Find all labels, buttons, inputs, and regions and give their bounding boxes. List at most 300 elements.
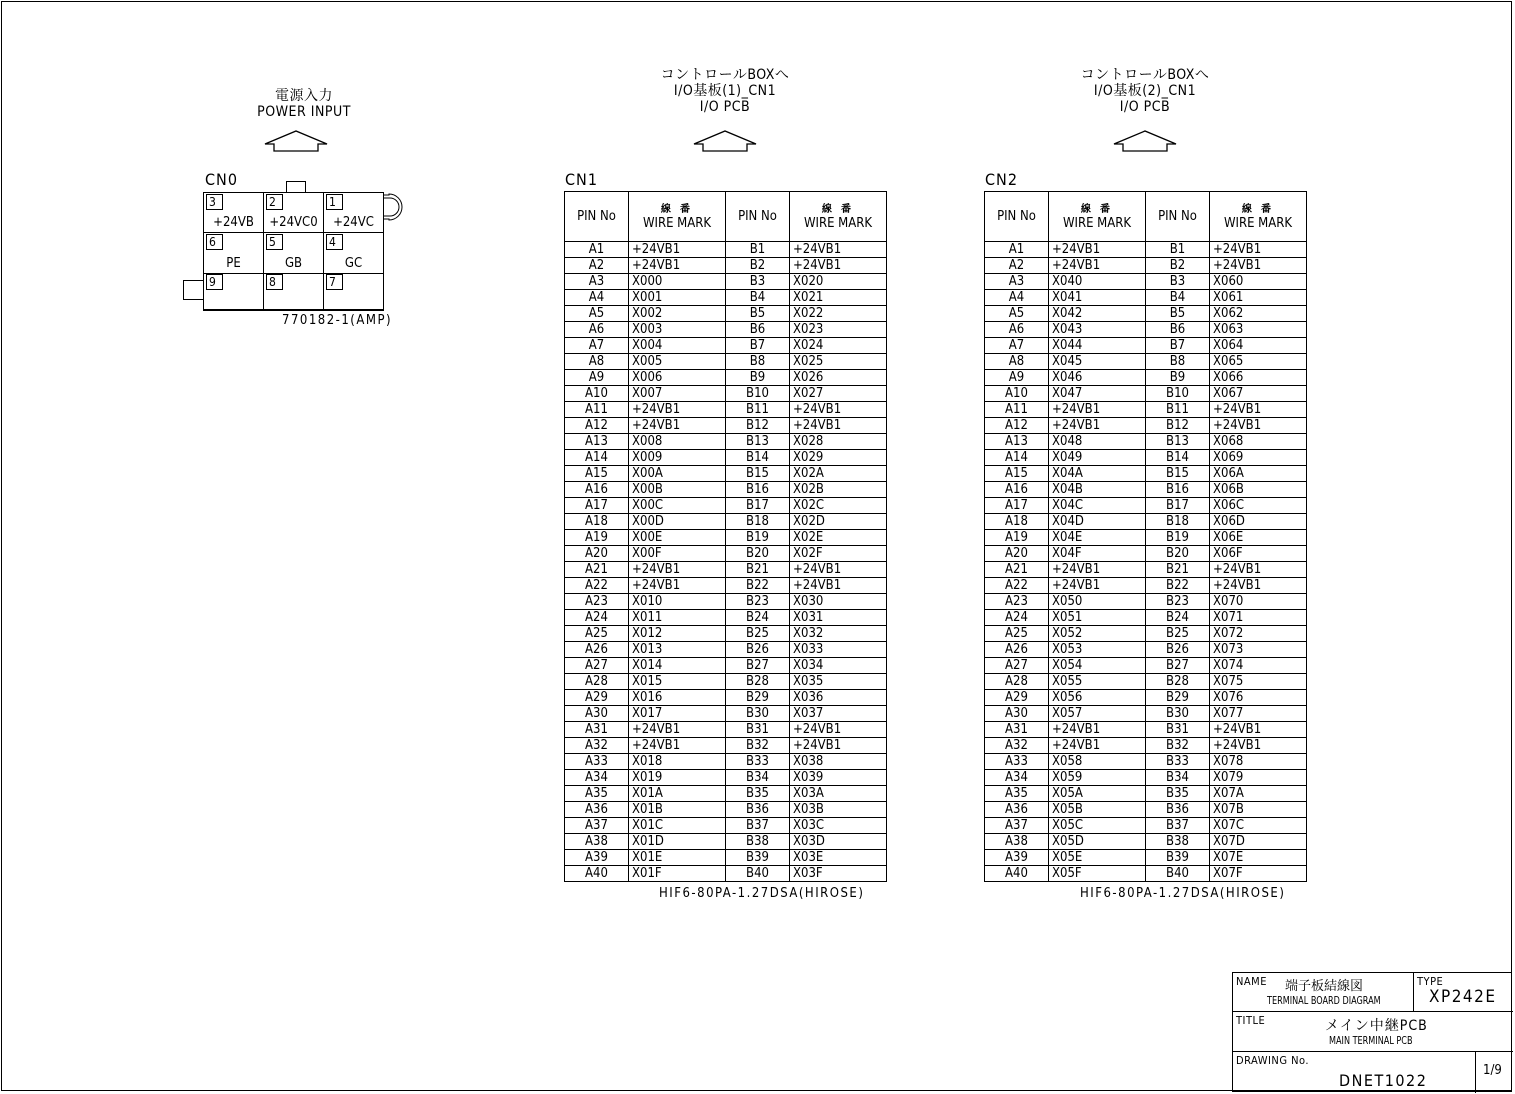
wire-mark-cell: X054 bbox=[1049, 658, 1146, 674]
wire-mark-cell: X027 bbox=[790, 386, 887, 402]
table-row bbox=[985, 850, 1307, 866]
pin-number-cell: A13 bbox=[565, 434, 629, 450]
table-row bbox=[565, 738, 887, 754]
pin-number-cell: B34 bbox=[1146, 770, 1210, 786]
tb-name-en: TERMINAL BOARD DIAGRAM bbox=[1267, 994, 1381, 1007]
wire-mark-cell: X01C bbox=[629, 818, 726, 834]
wire-mark-cell: X032 bbox=[790, 626, 887, 642]
table-row bbox=[985, 546, 1307, 562]
table-row bbox=[565, 354, 887, 370]
wire-mark-cell: +24VB1 bbox=[1049, 258, 1146, 274]
pin-number-cell: B21 bbox=[1146, 562, 1210, 578]
wire-mark-header-jp: 線 番 bbox=[660, 203, 694, 215]
wire-mark-cell: X01A bbox=[629, 786, 726, 802]
table-row bbox=[985, 738, 1307, 754]
pin-number-cell: A36 bbox=[565, 802, 629, 818]
pin-number-cell: B36 bbox=[726, 802, 790, 818]
tb-drawing-label: DRAWING No. bbox=[1236, 1054, 1310, 1067]
wire-mark-cell: X03A bbox=[790, 786, 887, 802]
pin-number-cell: B4 bbox=[726, 290, 790, 306]
wire-mark-cell: X00B bbox=[629, 482, 726, 498]
pin-number-cell: B3 bbox=[726, 274, 790, 290]
pin-number-cell: A23 bbox=[985, 594, 1049, 610]
pin-number-cell: B16 bbox=[726, 482, 790, 498]
table-row bbox=[985, 674, 1307, 690]
pin-number-cell: B22 bbox=[726, 578, 790, 594]
pin-number-cell: B17 bbox=[1146, 498, 1210, 514]
table-row bbox=[985, 450, 1307, 466]
wire-mark-cell: X01F bbox=[629, 866, 726, 882]
table-row bbox=[985, 338, 1307, 354]
wire-mark-cell: X012 bbox=[629, 626, 726, 642]
wire-mark-cell: X011 bbox=[629, 610, 726, 626]
table-row bbox=[985, 866, 1307, 882]
pin-number-cell: A17 bbox=[565, 498, 629, 514]
cn0-pin-number: 6 bbox=[206, 234, 223, 250]
cn2-header-line2: I/O基板(2)_CN1 bbox=[1093, 83, 1197, 99]
wire-mark-cell: X02F bbox=[790, 546, 887, 562]
table-row bbox=[565, 386, 887, 402]
table-row bbox=[565, 290, 887, 306]
table-row bbox=[565, 674, 887, 690]
table-row bbox=[985, 754, 1307, 770]
pin-number-cell: B15 bbox=[726, 466, 790, 482]
wire-mark-cell: X036 bbox=[790, 690, 887, 706]
wire-mark-cell: X045 bbox=[1049, 354, 1146, 370]
pin-number-cell: B35 bbox=[726, 786, 790, 802]
wire-mark-cell: X00D bbox=[629, 514, 726, 530]
cn0-pin-9 bbox=[204, 273, 264, 310]
pin-number-cell: A28 bbox=[985, 674, 1049, 690]
pin-number-cell: B11 bbox=[726, 402, 790, 418]
table-row bbox=[565, 434, 887, 450]
wire-mark-cell: X05F bbox=[1049, 866, 1146, 882]
wire-mark-cell: +24VB1 bbox=[1210, 562, 1307, 578]
cn1-header-line1: コントロールBOXへ bbox=[660, 67, 790, 83]
wire-mark-cell: X04A bbox=[1049, 466, 1146, 482]
wire-mark-cell: X074 bbox=[1210, 658, 1307, 674]
tb-divider-title bbox=[1233, 1051, 1513, 1052]
pin-number-cell: A4 bbox=[565, 290, 629, 306]
pin-number-cell: B10 bbox=[1146, 386, 1210, 402]
cn2-label: CN2 bbox=[985, 170, 1018, 189]
pin-no-header: PIN No bbox=[726, 192, 790, 242]
pin-number-cell: A7 bbox=[985, 338, 1049, 354]
cn0-arrow-icon bbox=[264, 130, 328, 152]
wire-mark-cell: X017 bbox=[629, 706, 726, 722]
table-row bbox=[565, 482, 887, 498]
cn2-header-row bbox=[985, 192, 1307, 242]
pin-number-cell: A12 bbox=[565, 418, 629, 434]
table-row bbox=[565, 338, 887, 354]
tb-sheet-number: 1/9 bbox=[1483, 1063, 1502, 1078]
pin-number-cell: A12 bbox=[985, 418, 1049, 434]
wire-mark-header-en: WIRE MARK bbox=[1223, 215, 1293, 231]
tb-type-label: TYPE bbox=[1417, 975, 1444, 988]
pin-number-cell: A30 bbox=[565, 706, 629, 722]
wire-mark-cell: +24VB1 bbox=[629, 578, 726, 594]
wire-mark-cell: X075 bbox=[1210, 674, 1307, 690]
wire-mark-cell: X001 bbox=[629, 290, 726, 306]
wire-mark-cell: +24VB1 bbox=[629, 722, 726, 738]
pin-number-cell: B22 bbox=[1146, 578, 1210, 594]
wire-mark-cell: X05C bbox=[1049, 818, 1146, 834]
pin-number-cell: A6 bbox=[565, 322, 629, 338]
wire-mark-cell: X029 bbox=[790, 450, 887, 466]
pin-number-cell: B8 bbox=[726, 354, 790, 370]
wire-mark-cell: X01B bbox=[629, 802, 726, 818]
cn0-pin-number: 7 bbox=[326, 274, 343, 290]
pin-number-cell: A31 bbox=[985, 722, 1049, 738]
wire-mark-cell: +24VB1 bbox=[1049, 242, 1146, 258]
wire-mark-cell: X023 bbox=[790, 322, 887, 338]
pin-number-cell: B12 bbox=[726, 418, 790, 434]
table-row bbox=[985, 514, 1307, 530]
wire-mark-header-jp: 線 番 bbox=[821, 203, 855, 215]
pin-number-cell: A2 bbox=[985, 258, 1049, 274]
wire-mark-cell: X053 bbox=[1049, 642, 1146, 658]
pin-number-cell: A31 bbox=[565, 722, 629, 738]
pin-number-cell: B1 bbox=[1146, 242, 1210, 258]
table-row bbox=[985, 594, 1307, 610]
wire-mark-cell: X06A bbox=[1210, 466, 1307, 482]
pin-number-cell: A37 bbox=[565, 818, 629, 834]
cn0-pin-5 bbox=[264, 233, 324, 273]
table-row bbox=[985, 578, 1307, 594]
pin-number-cell: A13 bbox=[985, 434, 1049, 450]
wire-mark-cell: +24VB1 bbox=[1210, 402, 1307, 418]
wire-mark-header-jp: 線 番 bbox=[1241, 203, 1275, 215]
pin-number-cell: B9 bbox=[726, 370, 790, 386]
wire-mark-cell: X051 bbox=[1049, 610, 1146, 626]
cn0-model: 770182-1(AMP) bbox=[282, 313, 393, 328]
wire-mark-cell: +24VB1 bbox=[629, 258, 726, 274]
wire-mark-cell: X030 bbox=[790, 594, 887, 610]
cn1-arrow-icon bbox=[693, 130, 757, 152]
pin-number-cell: B25 bbox=[726, 626, 790, 642]
pin-number-cell: A18 bbox=[565, 514, 629, 530]
wire-mark-cell: X06F bbox=[1210, 546, 1307, 562]
wire-mark-cell: X06D bbox=[1210, 514, 1307, 530]
table-row bbox=[565, 498, 887, 514]
table-row bbox=[985, 690, 1307, 706]
wire-mark-cell: X060 bbox=[1210, 274, 1307, 290]
table-row bbox=[985, 642, 1307, 658]
wire-mark-cell: X05E bbox=[1049, 850, 1146, 866]
wire-mark-cell: X068 bbox=[1210, 434, 1307, 450]
wire-mark-header bbox=[1049, 192, 1146, 242]
wire-mark-header bbox=[629, 192, 726, 242]
cn1-header-line3: I/O PCB bbox=[699, 99, 751, 115]
wire-mark-cell: X047 bbox=[1049, 386, 1146, 402]
pin-number-cell: A24 bbox=[565, 610, 629, 626]
cn0-header-jp: 電源入力 bbox=[275, 88, 333, 104]
table-row bbox=[565, 818, 887, 834]
pin-number-cell: A1 bbox=[565, 242, 629, 258]
pin-number-cell: B14 bbox=[726, 450, 790, 466]
table-row bbox=[565, 786, 887, 802]
cn0-connector bbox=[203, 192, 384, 311]
pin-number-cell: A21 bbox=[985, 562, 1049, 578]
pin-number-cell: A11 bbox=[565, 402, 629, 418]
pin-number-cell: A10 bbox=[985, 386, 1049, 402]
wire-mark-cell: X031 bbox=[790, 610, 887, 626]
tb-name-jp: 端子板結線図 bbox=[1285, 979, 1364, 994]
cn2-header-line1: コントロールBOXへ bbox=[1080, 67, 1210, 83]
pin-number-cell: B18 bbox=[1146, 514, 1210, 530]
wire-mark-cell: X02E bbox=[790, 530, 887, 546]
wire-mark-cell: X037 bbox=[790, 706, 887, 722]
wire-mark-cell: X07E bbox=[1210, 850, 1307, 866]
pin-number-cell: B27 bbox=[726, 658, 790, 674]
wire-mark-cell: +24VB1 bbox=[1049, 418, 1146, 434]
cn0-latch-right-icon bbox=[383, 193, 407, 221]
table-row bbox=[565, 450, 887, 466]
pin-number-cell: B28 bbox=[726, 674, 790, 690]
wire-mark-cell: X073 bbox=[1210, 642, 1307, 658]
table-row bbox=[985, 322, 1307, 338]
cn1-header-row bbox=[565, 192, 887, 242]
cn1-header-line2: I/O基板(1)_CN1 bbox=[673, 83, 777, 99]
table-row bbox=[565, 802, 887, 818]
pin-number-cell: A24 bbox=[985, 610, 1049, 626]
wire-mark-cell: X07D bbox=[1210, 834, 1307, 850]
table-row bbox=[565, 242, 887, 258]
wire-mark-cell: X077 bbox=[1210, 706, 1307, 722]
cn0-latch-left bbox=[183, 280, 204, 300]
wire-mark-cell: +24VB1 bbox=[1049, 722, 1146, 738]
pin-number-cell: B23 bbox=[726, 594, 790, 610]
cn2-model: HIF6-80PA-1.27DSA(HIROSE) bbox=[1080, 886, 1286, 901]
wire-mark-cell: +24VB1 bbox=[790, 562, 887, 578]
table-row bbox=[565, 258, 887, 274]
wire-mark-cell: X003 bbox=[629, 322, 726, 338]
pin-number-cell: B14 bbox=[1146, 450, 1210, 466]
table-row bbox=[985, 386, 1307, 402]
wire-mark-cell: X07C bbox=[1210, 818, 1307, 834]
pin-number-cell: B3 bbox=[1146, 274, 1210, 290]
wire-mark-cell: X04C bbox=[1049, 498, 1146, 514]
pin-number-cell: A16 bbox=[565, 482, 629, 498]
wire-mark-cell: +24VB1 bbox=[1210, 578, 1307, 594]
pin-number-cell: B38 bbox=[1146, 834, 1210, 850]
pin-number-cell: B30 bbox=[1146, 706, 1210, 722]
pin-number-cell: B18 bbox=[726, 514, 790, 530]
table-row bbox=[985, 466, 1307, 482]
table-row bbox=[565, 530, 887, 546]
pin-number-cell: B17 bbox=[726, 498, 790, 514]
tb-title-label: TITLE bbox=[1236, 1014, 1266, 1027]
pin-number-cell: B38 bbox=[726, 834, 790, 850]
cn1-header bbox=[625, 67, 825, 115]
table-row bbox=[985, 290, 1307, 306]
wire-mark-cell: X00F bbox=[629, 546, 726, 562]
table-row bbox=[565, 594, 887, 610]
cn0-pin-3 bbox=[204, 193, 264, 233]
table-row bbox=[565, 866, 887, 882]
wire-mark-cell: X018 bbox=[629, 754, 726, 770]
pin-number-cell: B6 bbox=[726, 322, 790, 338]
pin-number-cell: A38 bbox=[985, 834, 1049, 850]
wire-mark-cell: +24VB1 bbox=[1210, 722, 1307, 738]
table-row bbox=[985, 306, 1307, 322]
pin-number-cell: A7 bbox=[565, 338, 629, 354]
table-row bbox=[565, 578, 887, 594]
pin-number-cell: B15 bbox=[1146, 466, 1210, 482]
wire-mark-cell: X03D bbox=[790, 834, 887, 850]
pin-number-cell: A30 bbox=[985, 706, 1049, 722]
wire-mark-cell: X02B bbox=[790, 482, 887, 498]
pin-number-cell: A37 bbox=[985, 818, 1049, 834]
cn0-label: CN0 bbox=[205, 170, 238, 189]
pin-number-cell: A40 bbox=[565, 866, 629, 882]
wire-mark-cell: +24VB1 bbox=[790, 722, 887, 738]
wire-mark-cell: X052 bbox=[1049, 626, 1146, 642]
pin-number-cell: A22 bbox=[565, 578, 629, 594]
wire-mark-cell: X022 bbox=[790, 306, 887, 322]
wire-mark-cell: X071 bbox=[1210, 610, 1307, 626]
cn0-pin-signal: +24VC0 bbox=[269, 215, 318, 230]
wire-mark-cell: X007 bbox=[629, 386, 726, 402]
wire-mark-cell: X038 bbox=[790, 754, 887, 770]
wire-mark-cell: +24VB1 bbox=[1049, 562, 1146, 578]
pin-number-cell: A14 bbox=[985, 450, 1049, 466]
wire-mark-header-en: WIRE MARK bbox=[803, 215, 873, 231]
tb-drawing-value: DNET1022 bbox=[1339, 1071, 1428, 1090]
table-row bbox=[985, 658, 1307, 674]
wire-mark-cell: +24VB1 bbox=[629, 402, 726, 418]
wire-mark-cell: X042 bbox=[1049, 306, 1146, 322]
pin-number-cell: A39 bbox=[985, 850, 1049, 866]
wire-mark-cell: X040 bbox=[1049, 274, 1146, 290]
wire-mark-header-en: WIRE MARK bbox=[642, 215, 712, 231]
table-row bbox=[565, 562, 887, 578]
pin-number-cell: A27 bbox=[985, 658, 1049, 674]
wire-mark-cell: X014 bbox=[629, 658, 726, 674]
table-row bbox=[565, 706, 887, 722]
pin-number-cell: A38 bbox=[565, 834, 629, 850]
pin-number-cell: B30 bbox=[726, 706, 790, 722]
wire-mark-cell: X04E bbox=[1049, 530, 1146, 546]
wire-mark-cell: X04B bbox=[1049, 482, 1146, 498]
wire-mark-cell: X009 bbox=[629, 450, 726, 466]
pin-number-cell: A26 bbox=[985, 642, 1049, 658]
wire-mark-cell: X016 bbox=[629, 690, 726, 706]
wire-mark-cell: X07B bbox=[1210, 802, 1307, 818]
cn2-arrow-icon bbox=[1113, 130, 1177, 152]
pin-number-cell: A17 bbox=[985, 498, 1049, 514]
pin-number-cell: A33 bbox=[565, 754, 629, 770]
wire-mark-cell: X043 bbox=[1049, 322, 1146, 338]
pin-number-cell: A28 bbox=[565, 674, 629, 690]
wire-mark-cell: X02D bbox=[790, 514, 887, 530]
pin-number-cell: A39 bbox=[565, 850, 629, 866]
wire-mark-cell: X021 bbox=[790, 290, 887, 306]
wire-mark-cell: X008 bbox=[629, 434, 726, 450]
wire-mark-cell: X025 bbox=[790, 354, 887, 370]
tb-divider-name bbox=[1233, 1011, 1513, 1012]
pin-no-header: PIN No bbox=[565, 192, 629, 242]
cn0-pin-signal: PE bbox=[226, 256, 241, 271]
pin-number-cell: A25 bbox=[985, 626, 1049, 642]
pin-number-cell: B5 bbox=[1146, 306, 1210, 322]
pin-number-cell: B13 bbox=[1146, 434, 1210, 450]
cn1-pin-table bbox=[564, 191, 887, 882]
wire-mark-cell: X028 bbox=[790, 434, 887, 450]
wire-mark-cell: X02A bbox=[790, 466, 887, 482]
pin-number-cell: B33 bbox=[726, 754, 790, 770]
table-row bbox=[985, 370, 1307, 386]
wire-mark-header-en: WIRE MARK bbox=[1062, 215, 1132, 231]
table-row bbox=[565, 754, 887, 770]
pin-number-cell: A11 bbox=[985, 402, 1049, 418]
wire-mark-cell: X057 bbox=[1049, 706, 1146, 722]
pin-number-cell: A8 bbox=[565, 354, 629, 370]
wire-mark-cell: X078 bbox=[1210, 754, 1307, 770]
table-row bbox=[985, 834, 1307, 850]
table-row bbox=[565, 418, 887, 434]
pin-number-cell: B6 bbox=[1146, 322, 1210, 338]
wire-mark-cell: X03F bbox=[790, 866, 887, 882]
pin-number-cell: B32 bbox=[726, 738, 790, 754]
pin-number-cell: A15 bbox=[985, 466, 1049, 482]
wire-mark-cell: +24VB1 bbox=[1210, 738, 1307, 754]
pin-number-cell: A19 bbox=[985, 530, 1049, 546]
cn0-row-divider bbox=[204, 273, 383, 274]
pin-number-cell: B5 bbox=[726, 306, 790, 322]
tb-divider-sheet bbox=[1475, 1051, 1476, 1093]
pin-number-cell: B31 bbox=[1146, 722, 1210, 738]
wire-mark-header bbox=[790, 192, 887, 242]
pin-number-cell: B27 bbox=[1146, 658, 1210, 674]
cn0-pin-signal: +24VC bbox=[333, 215, 374, 230]
pin-number-cell: A32 bbox=[565, 738, 629, 754]
pin-number-cell: B4 bbox=[1146, 290, 1210, 306]
cn0-header-en: POWER INPUT bbox=[257, 104, 351, 120]
table-row bbox=[565, 850, 887, 866]
pin-number-cell: B26 bbox=[1146, 642, 1210, 658]
wire-mark-cell: X024 bbox=[790, 338, 887, 354]
wire-mark-cell: X041 bbox=[1049, 290, 1146, 306]
wire-mark-cell: X072 bbox=[1210, 626, 1307, 642]
pin-number-cell: B16 bbox=[1146, 482, 1210, 498]
tb-title-en: MAIN TERMINAL PCB bbox=[1329, 1034, 1413, 1047]
pin-number-cell: A9 bbox=[985, 370, 1049, 386]
wire-mark-cell: +24VB1 bbox=[790, 258, 887, 274]
wire-mark-cell: +24VB1 bbox=[790, 418, 887, 434]
pin-number-cell: A33 bbox=[985, 754, 1049, 770]
wire-mark-cell: X01D bbox=[629, 834, 726, 850]
pin-number-cell: B20 bbox=[726, 546, 790, 562]
wire-mark-cell: X035 bbox=[790, 674, 887, 690]
wire-mark-cell: X063 bbox=[1210, 322, 1307, 338]
table-row bbox=[565, 402, 887, 418]
pin-number-cell: A29 bbox=[985, 690, 1049, 706]
table-row bbox=[565, 722, 887, 738]
pin-number-cell: A35 bbox=[985, 786, 1049, 802]
pin-number-cell: A20 bbox=[985, 546, 1049, 562]
wire-mark-cell: X004 bbox=[629, 338, 726, 354]
cn1-model: HIF6-80PA-1.27DSA(HIROSE) bbox=[659, 886, 865, 901]
wire-mark-cell: X044 bbox=[1049, 338, 1146, 354]
cn0-pin-number: 1 bbox=[326, 194, 343, 210]
table-row bbox=[985, 530, 1307, 546]
pin-number-cell: A32 bbox=[985, 738, 1049, 754]
pin-number-cell: B32 bbox=[1146, 738, 1210, 754]
pin-number-cell: A9 bbox=[565, 370, 629, 386]
pin-number-cell: B33 bbox=[1146, 754, 1210, 770]
tb-name-label: NAME bbox=[1236, 975, 1267, 988]
